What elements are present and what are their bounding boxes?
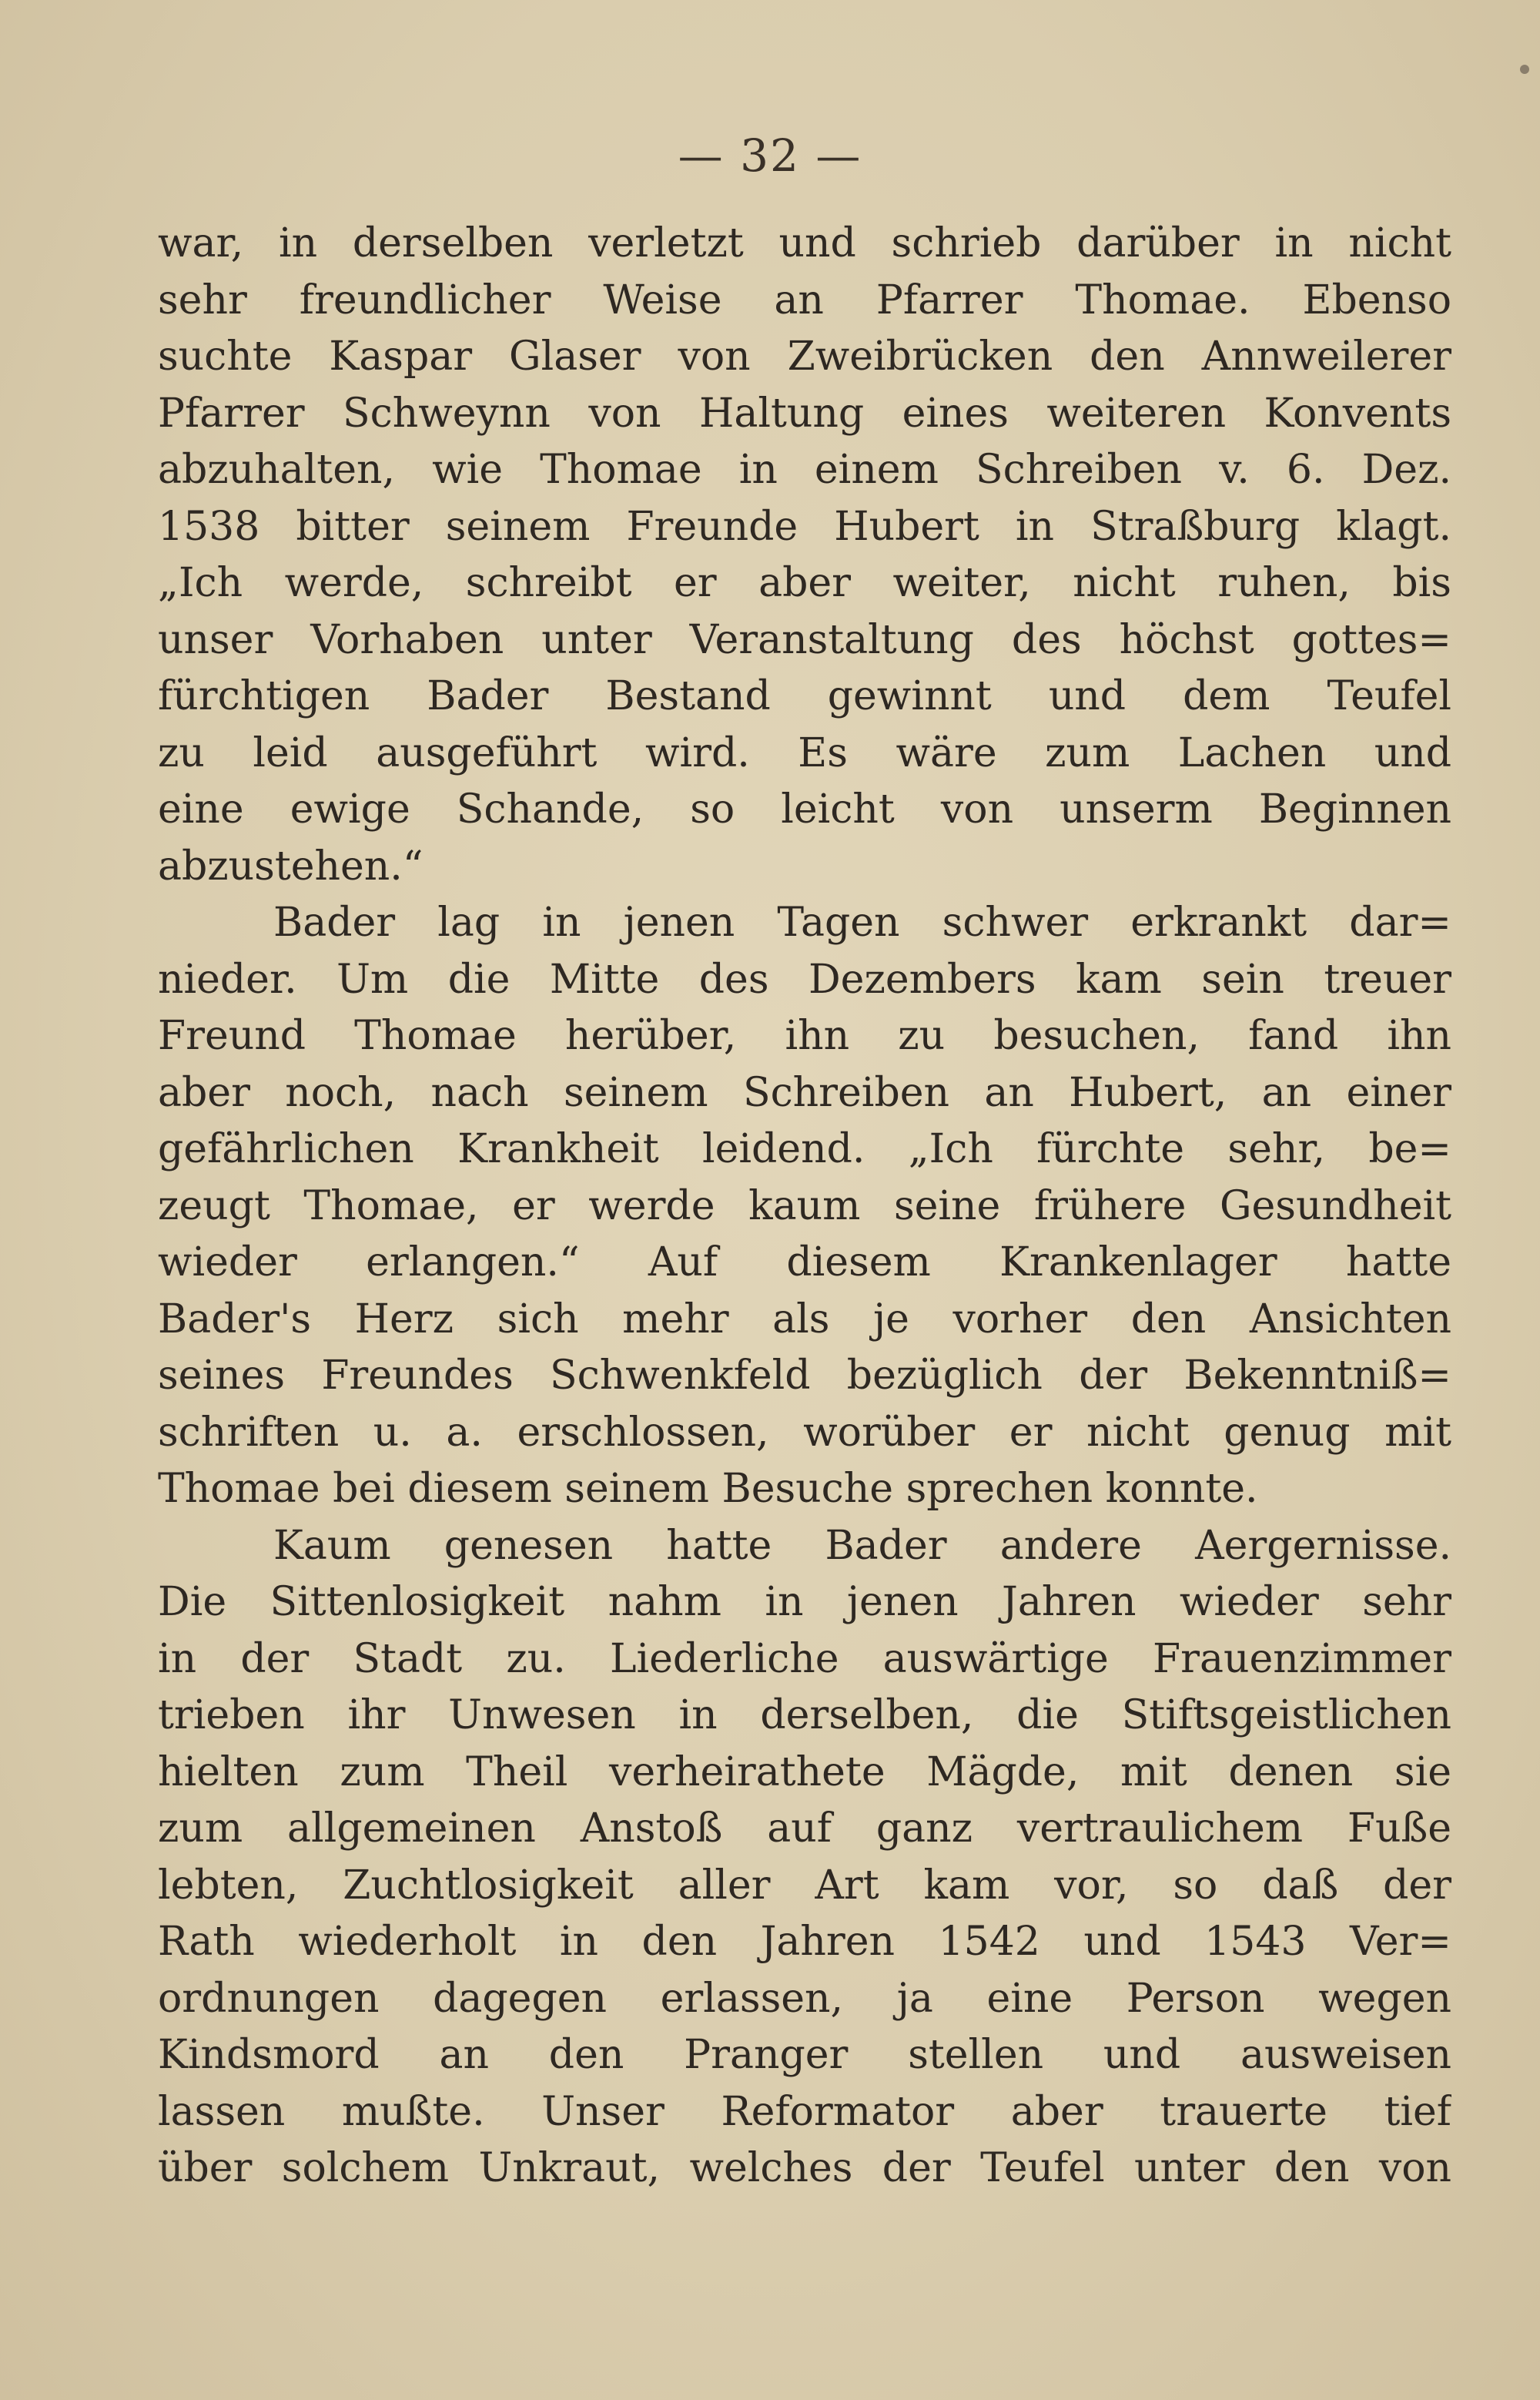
text-line: abzustehen.“ bbox=[158, 843, 424, 890]
text-line: Freund Thomae herüber, ihn zu besuchen, fand ihn bbox=[158, 1013, 1451, 1059]
text-line: Kindsmord an den Pranger stellen und ausweisen bbox=[158, 2032, 1451, 2078]
text-line: in der Stadt zu. Liederliche auswärtige Frauenzimmer bbox=[158, 1635, 1451, 1682]
text-line: lassen mußte. Unser Reformator aber trauerte tief bbox=[158, 2088, 1451, 2135]
text-line: aber noch, nach seinem Schreiben an Hubert, an einer bbox=[158, 1069, 1451, 1116]
text-line: trieben ihr Unwesen in derselben, die Stiftsgeistlichen bbox=[158, 1692, 1451, 1738]
text-line: sehr freundlicher Weise an Pfarrer Thomae. Ebenso bbox=[158, 277, 1451, 323]
text-line: zeugt Thomae, er werde kaum seine frühere Gesundheit bbox=[158, 1182, 1451, 1229]
text-line: Bader lag in jenen Tagen schwer erkrankt dar= bbox=[273, 900, 1451, 946]
text-line: schriften u. a. erschlossen, worüber er nicht genug mit bbox=[158, 1409, 1451, 1456]
page-number: — 32 — bbox=[678, 129, 862, 182]
text-line: Rath wiederholt in den Jahren 1542 und 1543 Ver= bbox=[158, 1919, 1451, 1965]
text-line: Kaum genesen hatte Bader andere Aergernisse. bbox=[273, 1522, 1451, 1569]
text-line: Die Sittenlosigkeit nahm in jenen Jahren wieder sehr bbox=[158, 1579, 1451, 1625]
text-line: zum allgemeinen Anstoß auf ganz vertraulichem Fuße bbox=[158, 1805, 1451, 1852]
text-line: Thomae bei diesem seinem Besuche sprechen konnte. bbox=[158, 1466, 1258, 1512]
text-line: ordnungen dagegen erlassen, ja eine Person wegen bbox=[158, 1975, 1451, 2022]
text-line: hielten zum Theil verheirathete Mägde, mit denen sie bbox=[158, 1748, 1451, 1795]
text-line: suchte Kaspar Glaser von Zweibrücken den Annweilerer bbox=[158, 334, 1451, 380]
text-line: „Ich werde, schreibt er aber weiter, nicht ruhen, bis bbox=[158, 560, 1451, 606]
text-line: gefährlichen Krankheit leidend. „Ich fürchte sehr, be= bbox=[158, 1126, 1451, 1172]
text-line: seines Freundes Schwenkfeld bezüglich der Bekenntniß= bbox=[158, 1353, 1451, 1399]
paper-speck bbox=[1520, 65, 1529, 74]
text-line: 1538 bitter seinem Freunde Hubert in Straßburg klagt. bbox=[158, 503, 1451, 550]
text-line: wieder erlangen.“ Auf diesem Krankenlager hatte bbox=[158, 1239, 1451, 1285]
text-line: eine ewige Schande, so leicht von unserm Beginnen bbox=[158, 786, 1451, 833]
body-text bbox=[158, 216, 1451, 2197]
text-line: zu leid ausgeführt wird. Es wäre zum Lachen und bbox=[158, 729, 1451, 776]
text-line: war, in derselben verletzt und schrieb darüber in nicht bbox=[158, 220, 1451, 266]
text-line: abzuhalten, wie Thomae in einem Schreiben v. 6. Dez. bbox=[158, 447, 1451, 493]
text-line: nieder. Um die Mitte des Dezembers kam sein treuer bbox=[158, 956, 1451, 1003]
text-line: Pfarrer Schweynn von Haltung eines weiteren Konvents bbox=[158, 390, 1451, 437]
text-line: fürchtigen Bader Bestand gewinnt und dem Teufel bbox=[158, 673, 1451, 719]
text-line: unser Vorhaben unter Veranstaltung des höchst gottes= bbox=[158, 616, 1451, 663]
text-line: Bader's Herz sich mehr als je vorher den Ansichten bbox=[158, 1296, 1451, 1342]
text-line: über solchem Unkraut, welches der Teufel unter den von bbox=[158, 2145, 1451, 2191]
text-line: lebten, Zuchtlosigkeit aller Art kam vor, so daß der bbox=[158, 1862, 1451, 1909]
